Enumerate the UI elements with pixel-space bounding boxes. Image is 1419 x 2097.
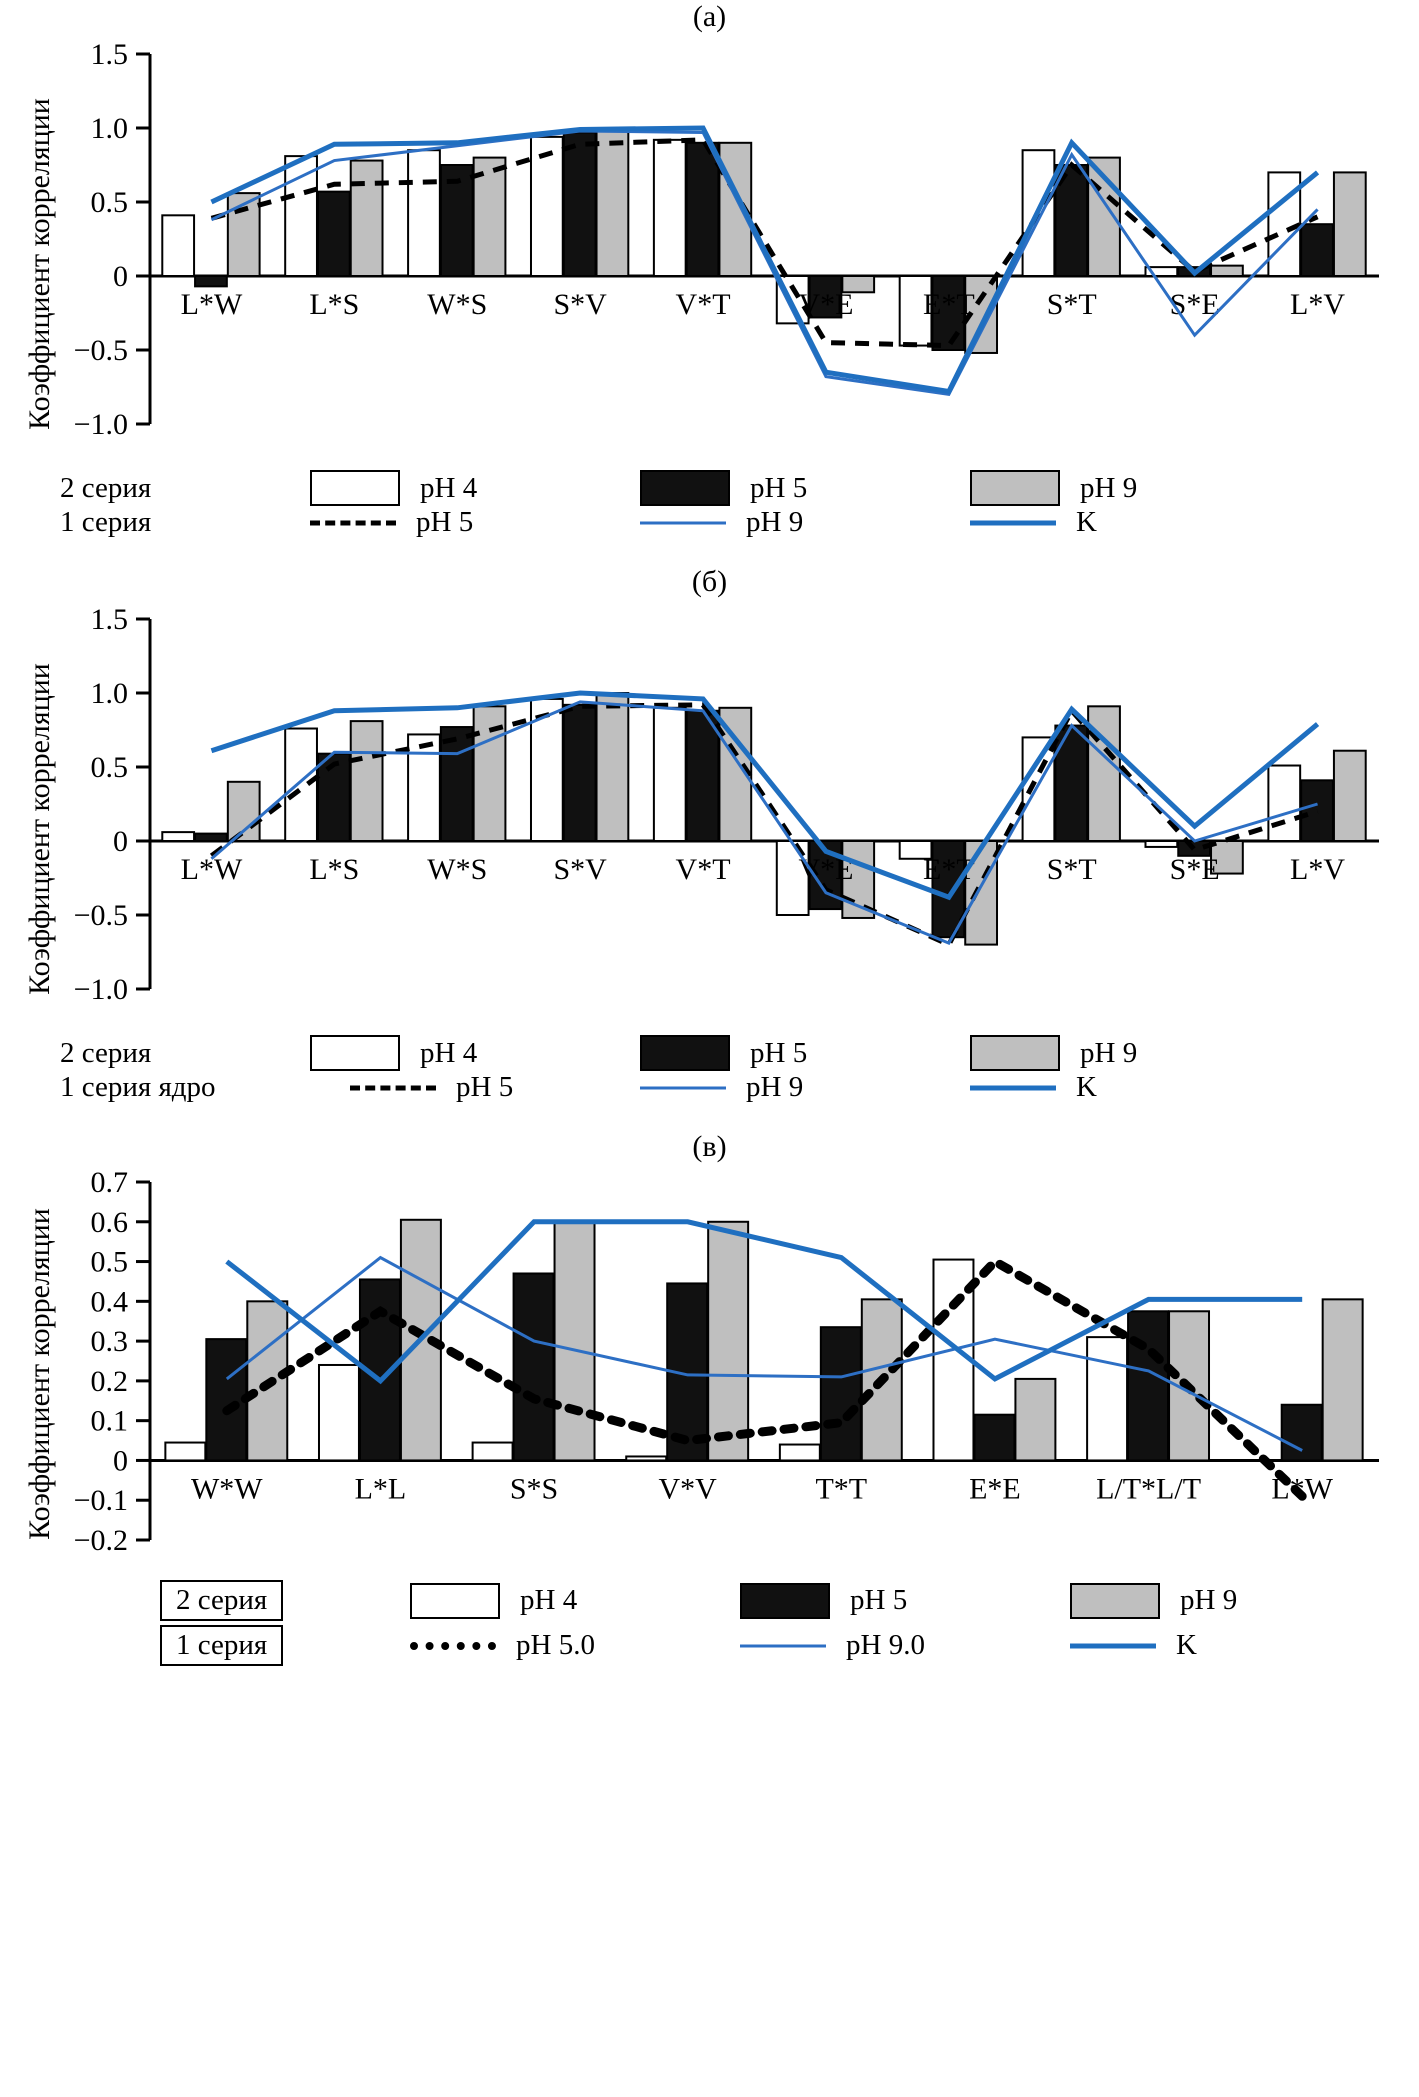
legend-row-bars <box>0 1035 1419 1071</box>
swatch-white-icon <box>410 1583 500 1619</box>
legend-line-k <box>970 506 1300 539</box>
svg-text:S*E: S*E <box>1169 853 1220 886</box>
panel-v-plot <box>0 1164 1419 1574</box>
swatch-black-icon <box>740 1583 830 1619</box>
svg-text:0: 0 <box>113 825 128 858</box>
legend-bar-ph4 <box>310 1035 640 1071</box>
legend-line-ph5 <box>410 1629 740 1662</box>
swatch-black-icon <box>640 470 730 506</box>
legend-row-lines <box>0 506 1419 539</box>
svg-text:0.5: 0.5 <box>90 186 128 219</box>
legend-line-k <box>1070 1629 1400 1662</box>
legend-bar-ph4-label: pH 4 <box>520 1584 578 1616</box>
panel-v-ylabel: Коэффициент корреляции <box>23 1208 56 1540</box>
svg-text:1.5: 1.5 <box>90 603 128 636</box>
legend-line-ph9 <box>740 1629 1070 1662</box>
swatch-grey-icon <box>970 1035 1060 1071</box>
svg-text:0: 0 <box>113 260 128 293</box>
svg-text:L*V: L*V <box>1290 288 1346 321</box>
panel-a-title: (а) <box>692 0 727 33</box>
panel-a-chart <box>0 34 1419 464</box>
svg-text:1.0: 1.0 <box>90 677 128 710</box>
svg-text:E*E: E*E <box>969 1472 1021 1506</box>
legend-line-k <box>970 1071 1300 1104</box>
legend-series2-label: 2 серия <box>60 1036 152 1069</box>
panel-b-plot <box>0 599 1419 1029</box>
legend-line-k-label: K <box>1176 1629 1197 1661</box>
legend-bar-ph9 <box>1070 1583 1400 1619</box>
svg-text:V*T: V*T <box>675 288 731 321</box>
thick-blue-line-icon <box>970 1072 1056 1104</box>
svg-text:−0.2: −0.2 <box>73 1524 128 1557</box>
svg-text:1.0: 1.0 <box>90 112 128 145</box>
panel-a-ylabel: Коэффициент корреляции <box>23 98 56 430</box>
swatch-grey-icon <box>1070 1583 1160 1619</box>
legend-bar-ph5 <box>640 470 970 506</box>
legend-bar-ph4 <box>310 470 640 506</box>
legend-bar-ph9-label: pH 9 <box>1180 1584 1238 1616</box>
legend-line-ph5 <box>350 1071 640 1104</box>
svg-text:L*S: L*S <box>309 853 360 886</box>
thick-blue-line-icon <box>970 507 1056 539</box>
panel-b <box>0 565 1419 1104</box>
panel-v <box>0 1130 1419 1666</box>
legend-series1-label: 1 серия <box>160 1625 283 1666</box>
legend-bar-ph9 <box>970 1035 1300 1071</box>
svg-text:L*V: L*V <box>1290 853 1346 886</box>
swatch-black-icon <box>640 1035 730 1071</box>
legend-line-ph5-label: pH 5 <box>416 506 474 538</box>
legend-bar-ph4-label: pH 4 <box>420 471 478 504</box>
svg-text:L*S: L*S <box>309 288 360 321</box>
thin-blue-line-icon <box>640 507 726 539</box>
panel-b-legend <box>0 1035 1419 1104</box>
panel-a-legend <box>0 470 1419 539</box>
svg-text:S*T: S*T <box>1046 288 1097 321</box>
legend-row-lines <box>0 1071 1419 1104</box>
svg-text:S*V: S*V <box>553 853 607 886</box>
svg-text:S*E: S*E <box>1169 288 1220 321</box>
svg-text:W*S: W*S <box>427 288 488 321</box>
legend-row-lines <box>160 1625 1419 1666</box>
svg-text:V*V: V*V <box>658 1472 717 1506</box>
svg-text:−1.0: −1.0 <box>73 408 128 441</box>
legend-line-ph9-label: pH 9 <box>746 1071 804 1103</box>
legend-bar-ph5-label: pH 5 <box>750 471 808 504</box>
svg-text:0: 0 <box>113 1444 128 1478</box>
thin-blue-line-icon <box>640 1072 726 1104</box>
legend-series1-label: 1 серия ядро <box>60 1071 216 1103</box>
legend-bar-ph5-label: pH 5 <box>750 1036 808 1069</box>
svg-text:W*S: W*S <box>427 853 488 886</box>
legend-line-k-label: K <box>1076 506 1097 538</box>
thick-dotted-line-icon <box>410 1630 496 1662</box>
svg-text:−0.5: −0.5 <box>73 899 128 932</box>
svg-text:L*L: L*L <box>354 1472 407 1506</box>
legend-line-k-label: K <box>1076 1071 1097 1103</box>
legend-series2-box <box>160 1580 410 1621</box>
svg-text:V*T: V*T <box>675 853 731 886</box>
svg-text:−0.5: −0.5 <box>73 334 128 367</box>
dashed-line-icon <box>310 507 396 539</box>
legend-series1-label: 1 серия <box>60 506 152 538</box>
svg-text:L/T*L/T: L/T*L/T <box>1096 1472 1202 1506</box>
svg-text:0.6: 0.6 <box>90 1205 128 1239</box>
legend-line-ph9-label: pH 9.0 <box>846 1629 925 1661</box>
svg-text:−1.0: −1.0 <box>73 973 128 1006</box>
svg-text:L*W: L*W <box>1271 1472 1334 1506</box>
svg-text:V*E: V*E <box>798 288 854 321</box>
legend-line-ph5-label: pH 5.0 <box>516 1629 595 1661</box>
svg-text:0.5: 0.5 <box>90 1245 128 1279</box>
legend-series1-box <box>160 1625 410 1666</box>
svg-text:E*T: E*T <box>923 853 975 886</box>
legend-series2-label: 2 серия <box>160 1580 283 1621</box>
legend-bar-ph5 <box>740 1583 1070 1619</box>
dashed-line-icon <box>350 1072 436 1104</box>
legend-bar-ph4-label: pH 4 <box>420 1036 478 1069</box>
svg-text:0.7: 0.7 <box>90 1166 128 1199</box>
svg-text:T*T: T*T <box>815 1472 868 1506</box>
legend-line-ph5 <box>310 506 640 539</box>
thick-blue-line-icon <box>1070 1630 1156 1662</box>
legend-bar-ph9 <box>970 470 1300 506</box>
svg-text:1.5: 1.5 <box>90 38 128 71</box>
legend-series2-label: 2 серия <box>60 471 152 504</box>
legend-line-ph9 <box>640 506 970 539</box>
svg-text:0.2: 0.2 <box>90 1364 128 1398</box>
panel-a-plot <box>0 34 1419 464</box>
svg-text:W*W: W*W <box>190 1472 263 1506</box>
svg-text:S*V: S*V <box>553 288 607 321</box>
svg-text:L*W: L*W <box>180 853 243 886</box>
swatch-white-icon <box>310 470 400 506</box>
legend-bar-ph5 <box>640 1035 970 1071</box>
legend-bar-ph9-label: pH 9 <box>1080 1036 1138 1069</box>
panel-a <box>0 0 1419 539</box>
legend-line-ph9 <box>640 1071 970 1104</box>
panel-v-legend <box>160 1580 1419 1666</box>
svg-text:S*S: S*S <box>509 1472 559 1506</box>
legend-row-bars <box>160 1580 1419 1621</box>
svg-text:0.4: 0.4 <box>90 1285 128 1319</box>
svg-text:L*W: L*W <box>180 288 243 321</box>
panel-b-ylabel: Коэффициент корреляции <box>23 663 56 995</box>
svg-text:E*T: E*T <box>923 288 975 321</box>
legend-row-bars <box>0 470 1419 506</box>
panel-b-title: (б) <box>691 565 728 598</box>
svg-text:0.3: 0.3 <box>90 1325 128 1359</box>
legend-bar-ph5-label: pH 5 <box>850 1584 908 1616</box>
panel-b-chart <box>0 599 1419 1029</box>
thin-blue-line-icon <box>740 1630 826 1662</box>
panel-v-title: (в) <box>692 1130 727 1163</box>
svg-text:0.5: 0.5 <box>90 751 128 784</box>
svg-text:−0.1: −0.1 <box>73 1484 128 1518</box>
legend-line-ph9-label: pH 9 <box>746 506 804 538</box>
legend-line-ph5-label: pH 5 <box>456 1071 514 1103</box>
legend-bar-ph9-label: pH 9 <box>1080 471 1138 504</box>
legend-bar-ph4 <box>410 1583 740 1619</box>
panel-v-chart <box>0 1164 1419 1574</box>
swatch-grey-icon <box>970 470 1060 506</box>
svg-text:V*E: V*E <box>798 853 854 886</box>
svg-text:0.1: 0.1 <box>90 1404 128 1438</box>
svg-text:S*T: S*T <box>1046 853 1097 886</box>
swatch-white-icon <box>310 1035 400 1071</box>
